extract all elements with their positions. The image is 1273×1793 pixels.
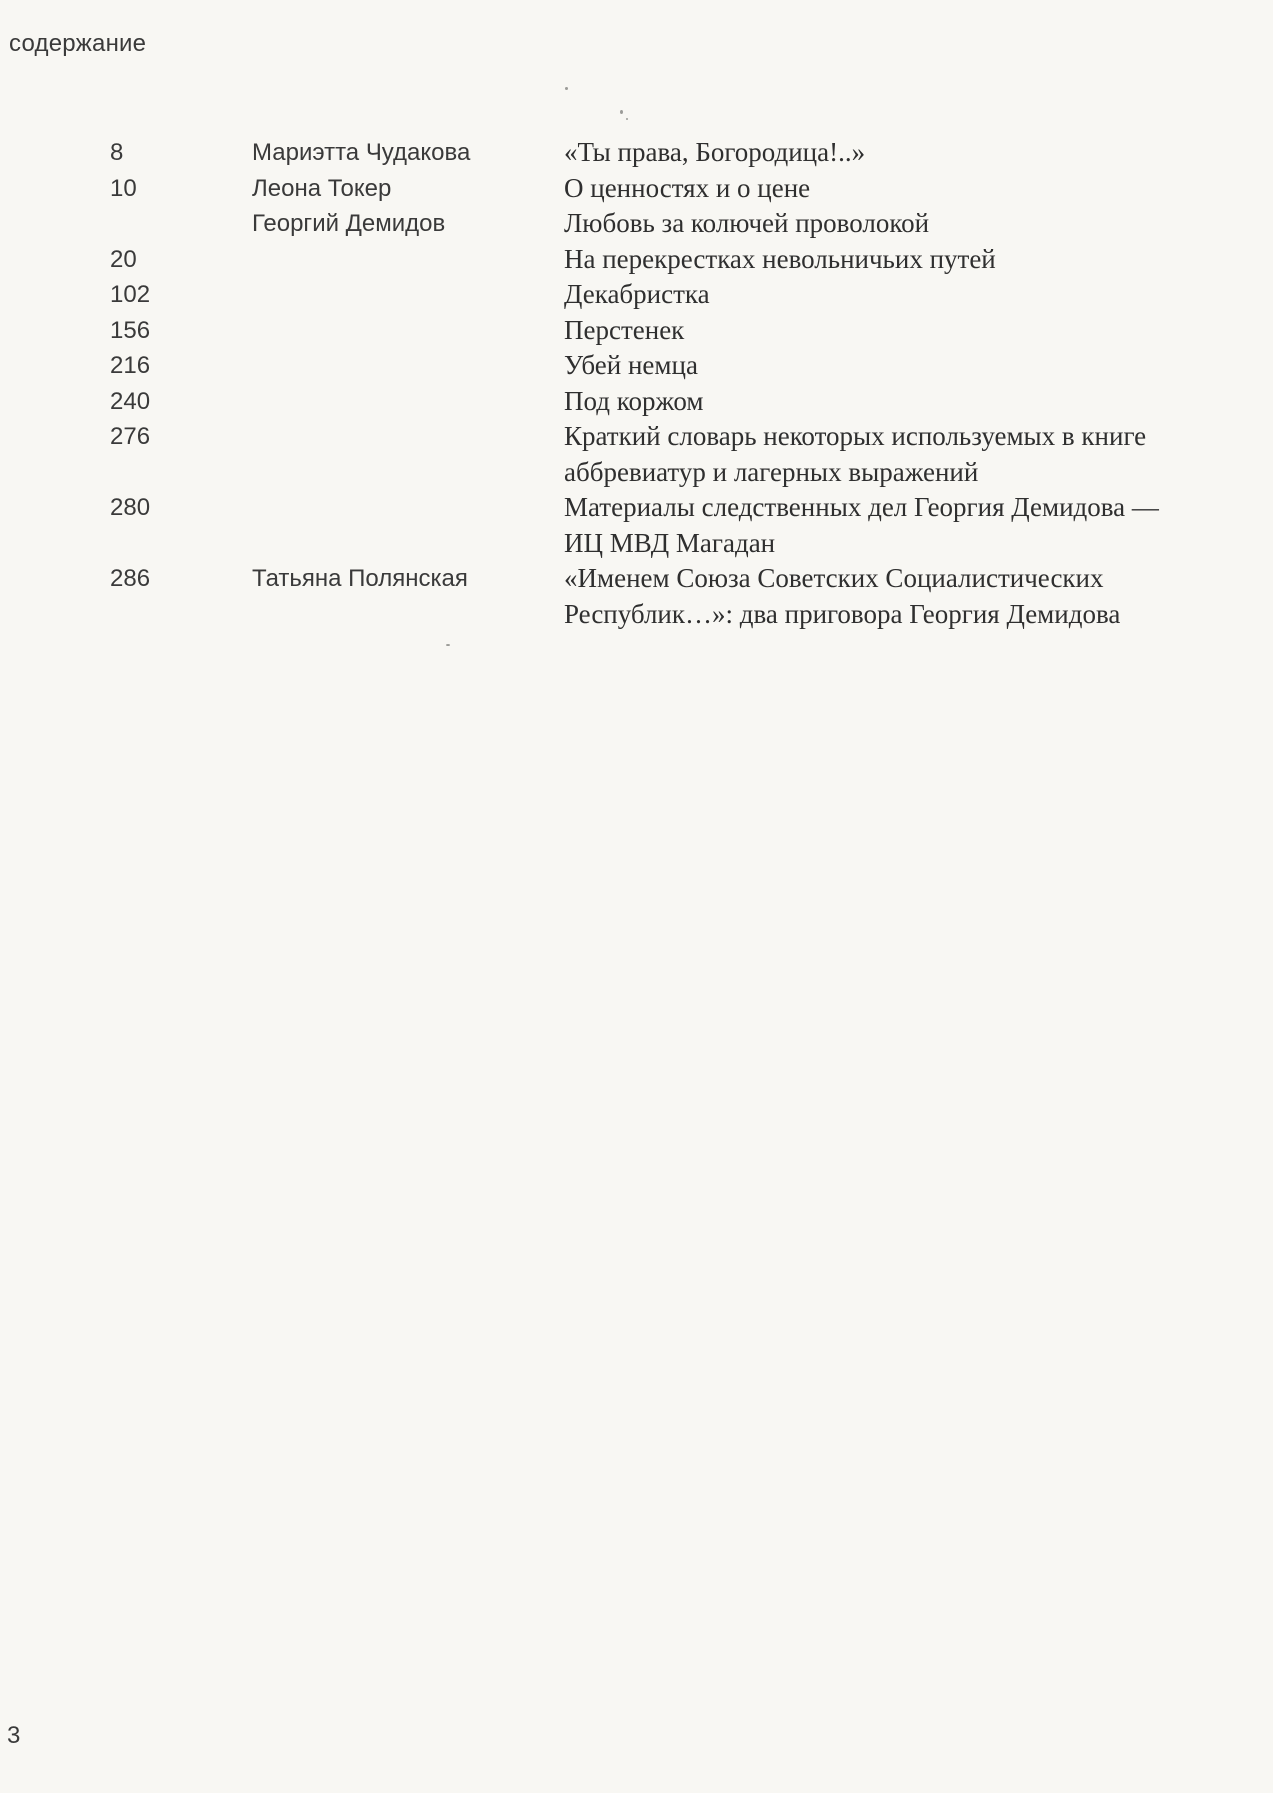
toc-title-line: Краткий словарь некоторых используемых в книге <box>564 421 1147 451</box>
toc-title <box>564 561 1244 632</box>
scan-speck <box>446 644 450 646</box>
toc-title-line: Декабристка <box>564 279 710 309</box>
toc-author: Георгий Демидов <box>252 210 446 237</box>
toc-title <box>564 419 1244 490</box>
toc-page-number: 240 <box>110 387 151 415</box>
toc-title-line: Материалы следственных дел Георгия Демидова — <box>564 492 1159 522</box>
scan-speck <box>626 118 628 120</box>
toc-page-number: 20 <box>110 245 137 273</box>
toc-title <box>564 384 1244 420</box>
toc-page-number: 286 <box>110 565 151 592</box>
toc-title <box>564 242 1244 278</box>
toc-page-number: 156 <box>110 316 151 344</box>
toc-page-number: 276 <box>110 423 151 450</box>
toc-title <box>564 313 1244 349</box>
toc-entry <box>0 242 1273 278</box>
toc-title-line: Убей немца <box>564 350 698 380</box>
toc-title-line: О ценностях и о цене <box>564 172 811 203</box>
toc-page-number: 10 <box>110 174 137 202</box>
toc-entry <box>0 419 1273 490</box>
toc-title-line: Под коржом <box>564 385 704 416</box>
toc-title <box>564 206 1244 242</box>
toc-entry <box>0 561 1273 632</box>
toc-title-line: аббревиатур и лагерных выражений <box>564 456 979 487</box>
toc-title-line: Любовь за колючей проволокой <box>564 208 930 238</box>
toc-author: Леона Токер <box>252 174 392 202</box>
page-number: 3 <box>7 1722 21 1749</box>
toc-author: Мариэтта Чудакова <box>252 139 471 166</box>
toc-entry <box>0 171 1273 207</box>
toc-entry <box>0 277 1273 313</box>
toc-title-line: ИЦ МВД Магадан <box>564 527 776 558</box>
toc-entry <box>0 384 1273 420</box>
toc-title <box>564 171 1244 207</box>
toc-title <box>564 490 1244 561</box>
toc-title-line: На перекрестках невольничьих путей <box>564 243 996 274</box>
toc-page-number: 216 <box>110 352 151 379</box>
table-of-contents <box>0 135 1273 632</box>
toc-title <box>564 348 1244 384</box>
toc-entry <box>0 348 1273 384</box>
toc-entry <box>0 313 1273 349</box>
toc-page-number: 102 <box>110 281 151 308</box>
toc-title <box>564 277 1244 313</box>
section-title: содержание <box>9 30 147 57</box>
toc-page-number: 280 <box>110 494 151 521</box>
toc-entry <box>0 490 1273 561</box>
toc-title-line: Перстенек <box>564 314 685 345</box>
toc-title-line: «Ты права, Богородица!..» <box>564 137 866 167</box>
toc-title-line: «Именем Союза Советских Социалистических <box>564 563 1104 593</box>
scan-speck <box>565 87 568 90</box>
toc-title <box>564 135 1244 171</box>
scan-speck <box>620 110 623 114</box>
toc-author: Татьяна Полянская <box>252 565 468 592</box>
toc-page-number: 8 <box>110 139 124 166</box>
toc-title-line: Республик…»: два приговора Георгия Демидова <box>564 598 1121 629</box>
toc-entry <box>0 206 1273 242</box>
toc-entry <box>0 135 1273 171</box>
